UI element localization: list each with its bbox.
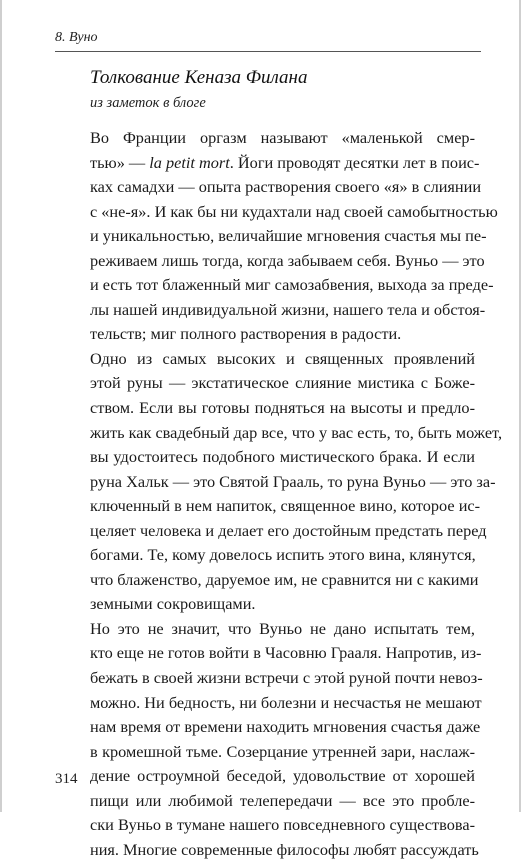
section-title: Толкование Кеназа Филана (90, 67, 308, 88)
text-line: руна Хальк — это Святой Грааль, то руна Вуньо — это за- (90, 471, 496, 491)
text-line: целяет человека и делает его достойным предстать перед (90, 520, 487, 540)
italic-phrase: la petit mort (149, 152, 230, 172)
text-line: лы нашей индивидуальной жизни, нашего тела и обстоя- (90, 299, 486, 319)
text-line: ния. Многие современные философы любят рассуждать (90, 839, 479, 859)
text-line: Одно из самых высоких и священных проявлений (90, 348, 475, 368)
text-line: ски Вуньо в тумане нашего повседневного существова- (90, 815, 475, 835)
text-line: кто еще не готов войти в Часовню Грааля. Напротив, из- (90, 643, 482, 663)
text-line: реживаем лишь тогда, когда забываем себя. Вуньо — это (90, 250, 485, 270)
text-line: этой руны — экстатическое слияние мистика с Боже- (90, 373, 475, 393)
text-line: пищи или любимой телепередачи — все это пробле- (90, 790, 475, 810)
text-line: в кромешной тьме. Созерцание утренней зари, наслаж- (90, 741, 475, 761)
text-line: тью» — la petit mort. Йоги проводят десятки лет в поис- (90, 152, 480, 172)
text-line: вы удостоитесь подобного мистического брака. И если (90, 447, 475, 467)
text-line: бежать в своей жизни встречи с этой руной почти невоз- (90, 668, 483, 688)
section-subtitle: из заметок в блоге (90, 95, 206, 111)
text-line: что блаженство, даруемое им, не сравнится ни с какими (90, 569, 479, 589)
header-rule (55, 51, 481, 52)
running-head: 8. Вуно (55, 30, 98, 45)
text-line: ключенный в нем напиток, священное вино, которое ис- (90, 496, 481, 516)
text-line: богами. Те, кому довелось испить этого вина, клянутся, (90, 545, 476, 565)
text-line: ством. Если вы готовы подняться на высоты и предло- (90, 398, 475, 418)
text-line: и уникальностью, величайшие мгновения счастья мы пе- (90, 226, 487, 246)
text-line: с «не-я». И как бы ни кудахтали над своей самобытностью (90, 201, 498, 221)
text-line: и есть тот блаженный миг самозабвения, выхода за преде- (90, 275, 494, 295)
text-line: жить как свадебный дар все, что у вас есть, то, быть может, (90, 422, 503, 442)
text-line: Во Франции оргазм называют «маленькой смер- (90, 128, 475, 147)
page-number: 314 (55, 771, 78, 787)
text-line: можно. Ни бедность, ни болезни и несчастья не мешают (90, 692, 482, 712)
text-line: ках самадхи — опыта растворения своего «я» в слиянии (90, 177, 482, 197)
text-line: земными сокровищами. (90, 594, 256, 614)
text-line: тельств; миг полного растворения в радости. (90, 324, 402, 344)
body-text (90, 126, 503, 862)
text-line: дение остроумной беседой, удовольствие от хорошей (90, 766, 475, 786)
text-line: нам время от времени находить мгновения счастья даже (90, 717, 481, 737)
text-line: Но это не значит, что Вуньо не дано испытать тем, (90, 618, 475, 638)
